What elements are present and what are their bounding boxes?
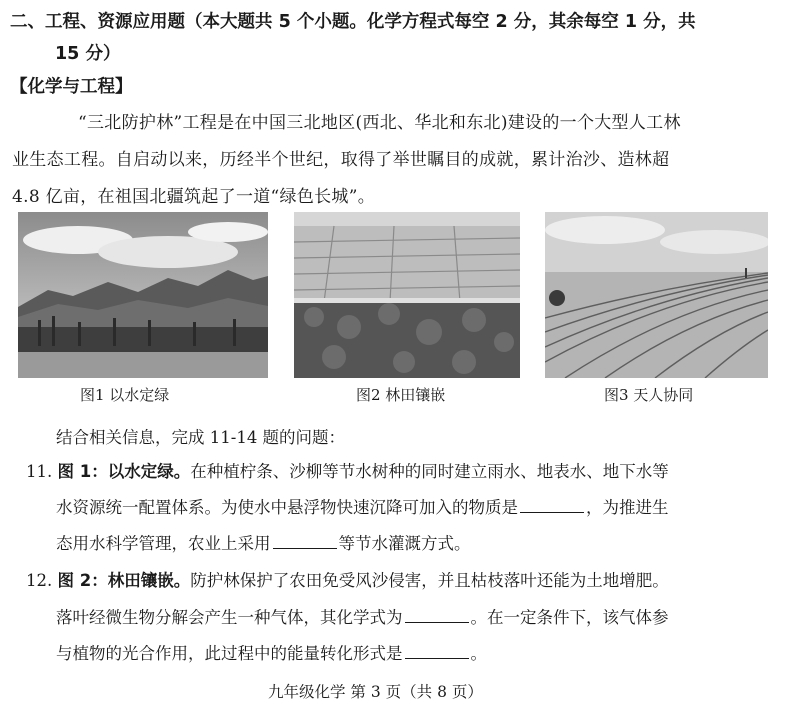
question-11-answer-blank-1[interactable] bbox=[520, 498, 584, 513]
questions-lead: 结合相关信息，完成 11-14 题的问题： bbox=[56, 428, 346, 447]
question-12-line-1 bbox=[26, 567, 669, 591]
section-heading: 二、工程、资源应用题（本大题共 5 个小题。化学方程式每空 2 分，其余每空 1 分，共 bbox=[10, 12, 696, 32]
question-12-number: 12. bbox=[26, 571, 53, 590]
figure-1-caption: 图1 以水定绿 bbox=[80, 386, 170, 404]
figure-1-photo bbox=[18, 212, 268, 378]
question-11-text-2b: ，为推进生 bbox=[586, 498, 669, 517]
question-12-text-2b: 。在一定条件下，该气体参 bbox=[470, 608, 669, 627]
question-11-line-3 bbox=[56, 530, 471, 554]
page-footer: 九年级化学 第 3 页（共 8 页） bbox=[268, 683, 483, 701]
question-12-text-3b: 。 bbox=[470, 644, 487, 663]
question-12-text-1: 防护林保护了农田免受风沙侵害，并且枯枝落叶还能为土地增肥。 bbox=[190, 571, 669, 590]
question-11-text-3a: 态用水科学管理，农业上采用 bbox=[56, 534, 271, 553]
question-12-text-3a: 与植物的光合作用，此过程中的能量转化形式是 bbox=[56, 644, 403, 663]
question-11-number: 11. bbox=[26, 462, 53, 481]
intro-line-1: “三北防护林”工程是在中国三北地区(西北、华北和东北)建设的一个大型人工林 bbox=[78, 113, 681, 133]
question-11-text-1: 在种植柠条、沙柳等节水树种的同时建立雨水、地表水、地下水等 bbox=[190, 462, 669, 481]
topic-heading: 【化学与工程】 bbox=[10, 77, 133, 97]
question-12-answer-blank-1[interactable] bbox=[405, 608, 469, 623]
section-heading-cont: 15 分） bbox=[55, 44, 121, 64]
question-12-title: 图 2：林田镶嵌。 bbox=[57, 571, 191, 590]
question-11-text-2a: 水资源统一配置体系。为使水中悬浮物快速沉降可加入的物质是 bbox=[56, 498, 518, 517]
question-12-line-2 bbox=[56, 604, 669, 628]
figure-3-photo bbox=[545, 212, 768, 378]
intro-line-2: 业生态工程。自启动以来，历经半个世纪，取得了举世瞩目的成就，累计治沙、造林超 bbox=[12, 150, 670, 170]
question-12-answer-blank-2[interactable] bbox=[405, 644, 469, 659]
figure-2-photo bbox=[294, 212, 520, 378]
figure-2-caption: 图2 林田镶嵌 bbox=[356, 386, 446, 404]
question-11-line-2 bbox=[56, 494, 669, 518]
question-11-answer-blank-2[interactable] bbox=[273, 534, 337, 549]
question-11-text-3b: 等节水灌溉方式。 bbox=[338, 534, 471, 553]
question-12-line-3 bbox=[56, 640, 487, 664]
question-11-line-1 bbox=[26, 458, 669, 482]
question-11-title: 图 1：以水定绿。 bbox=[57, 462, 191, 481]
question-12-text-2a: 落叶经微生物分解会产生一种气体，其化学式为 bbox=[56, 608, 403, 627]
figure-3-caption: 图3 天人协同 bbox=[604, 386, 694, 404]
intro-line-3: 4.8 亿亩，在祖国北疆筑起了一道“绿色长城”。 bbox=[12, 187, 376, 207]
